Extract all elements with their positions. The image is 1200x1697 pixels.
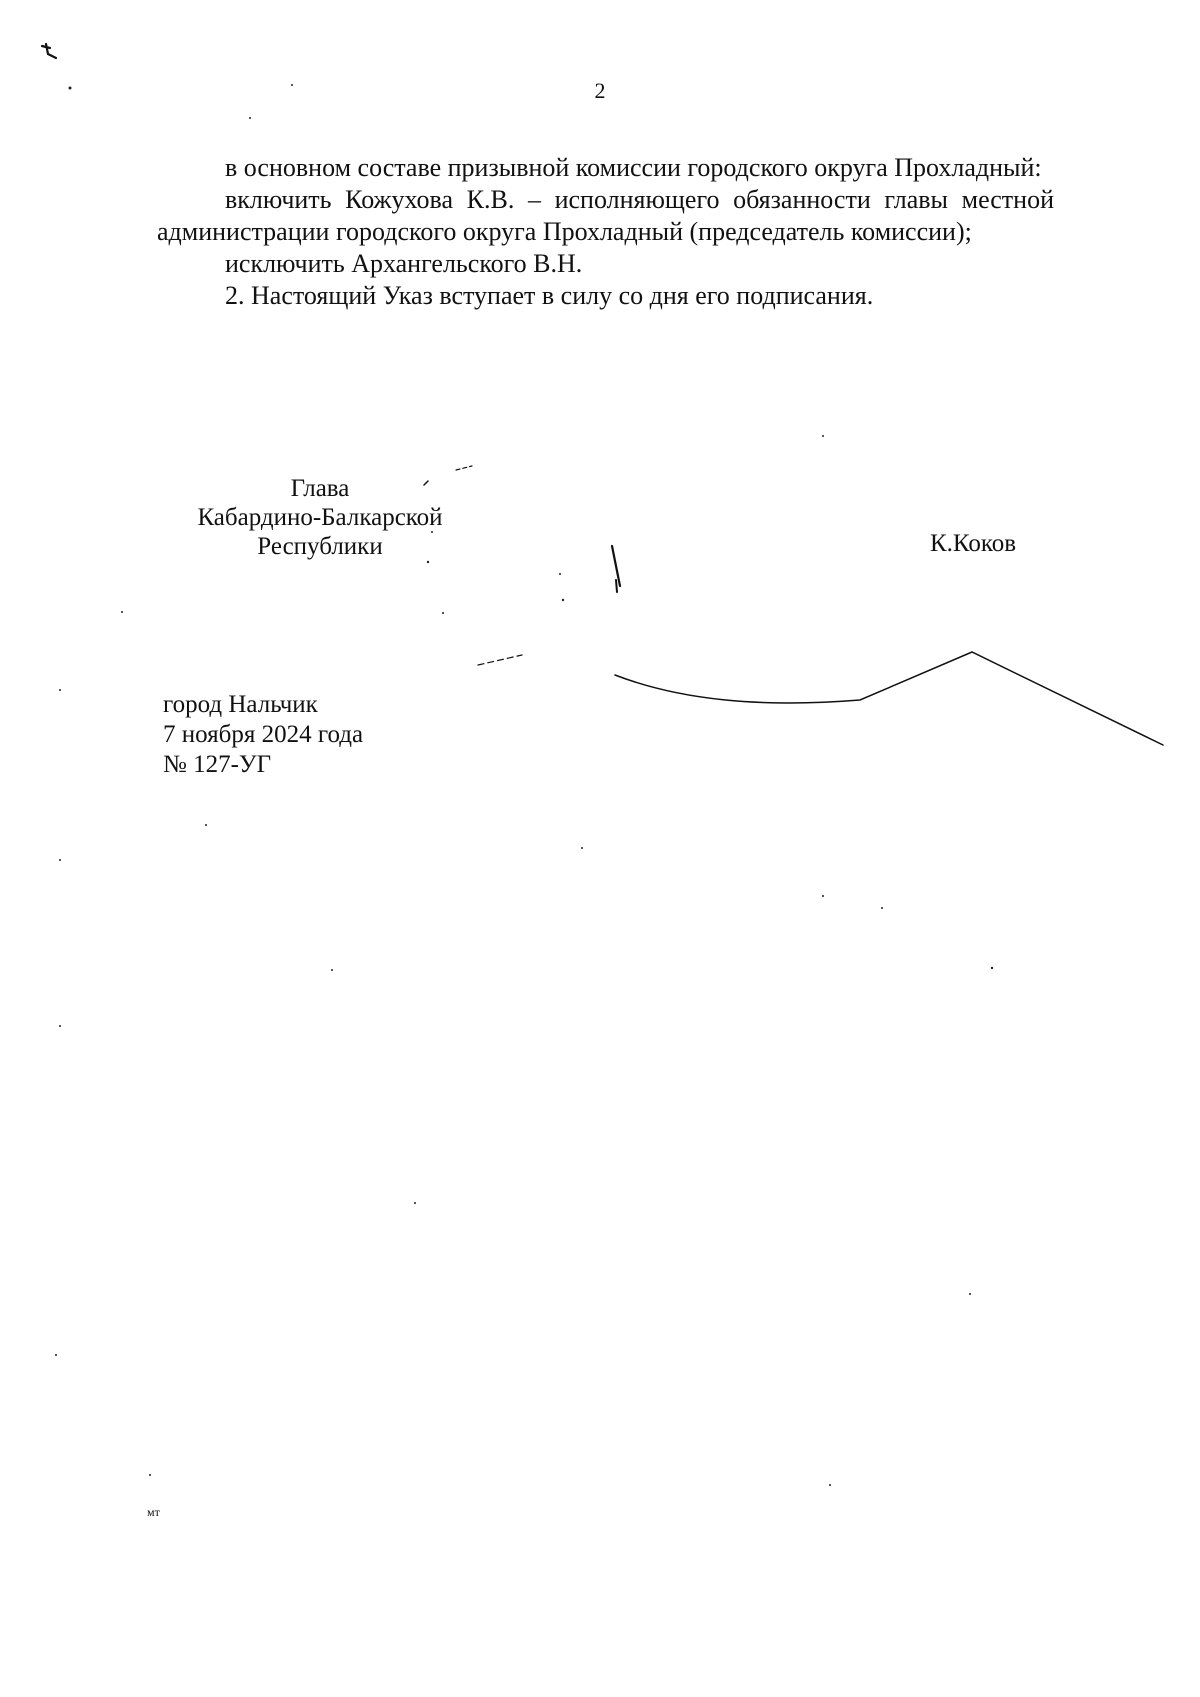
signatory-title-line2: Кабардино-Балкарской — [197, 504, 443, 531]
decree-number: № 127-УГ — [163, 751, 272, 778]
paragraph-exclude: исключить Архангельского В.Н. — [225, 249, 583, 278]
page-number: 2 — [594, 78, 606, 103]
paragraph-effective-date: 2. Настоящий Указ вступает в силу со дня его подписания. — [225, 281, 874, 310]
paragraph-include: включить Кожухова К.В. – исполняющего обязанности главы местной администрации городского округа Прохладный (председатель комиссии); — [157, 185, 1054, 246]
place-city: город Нальчик — [163, 691, 318, 718]
signatory-title — [170, 474, 470, 561]
place-date-number — [163, 690, 363, 780]
paragraph-composition: в основном составе призывной комиссии городского округа Прохладный: — [225, 153, 1042, 182]
decree-body — [157, 152, 1054, 312]
signatory-title-line3: Республики — [257, 533, 383, 560]
signatory-title-line1: Глава — [290, 475, 350, 502]
decree-date: 7 ноября 2024 года — [163, 721, 364, 748]
signatory-name: К.Коков — [930, 530, 1017, 557]
footer-mark: мт — [147, 1505, 160, 1519]
